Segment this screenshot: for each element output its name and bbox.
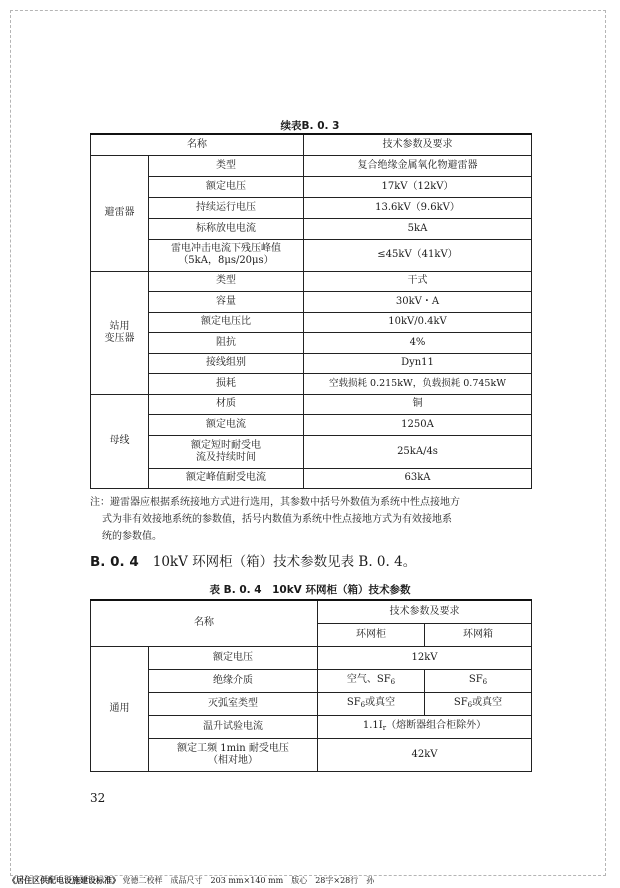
table-row — [91, 715, 532, 738]
item-cell: 持续运行电压 — [149, 197, 304, 218]
footer-title: 《居住区供配电设施建设标准》 — [8, 876, 120, 885]
note-line: 注：避雷器应根据系统接地方式进行选用，其参数中括号外数值为系统中性点接地方 — [90, 497, 460, 508]
item-cell — [149, 239, 304, 271]
table-row — [91, 292, 532, 313]
table-header-row — [91, 600, 532, 623]
header-spec: 技术参数及要求 — [318, 600, 532, 623]
table-row — [91, 239, 532, 271]
item-cell: 标称放电电流 — [149, 218, 304, 239]
value-cell — [425, 669, 532, 692]
item-cell: 灭弧室类型 — [149, 692, 318, 715]
item-cell: 温升试验电流 — [149, 715, 318, 738]
value-cell: 17kV（12kV） — [304, 176, 532, 197]
table-header-row — [91, 134, 532, 155]
value-cell: ≤45kV（41kV） — [304, 239, 532, 271]
table-row — [91, 468, 532, 489]
table-row — [91, 435, 532, 468]
table-row — [91, 394, 532, 415]
subscript: r — [382, 723, 387, 732]
table-row — [91, 176, 532, 197]
item-line: 雷电冲击电流下残压峰值 — [171, 243, 281, 254]
item-cell: 额定电压比 — [149, 312, 304, 333]
item-line: 额定工频 1min 耐受电压 — [177, 742, 289, 754]
item-cell: 额定峰值耐受电流 — [149, 468, 304, 489]
group-label: 母线 — [91, 394, 149, 489]
item-cell: 类型 — [149, 271, 304, 292]
table-note — [90, 494, 535, 545]
value-cell: 42kV — [318, 738, 532, 771]
group-label: 通用 — [91, 646, 149, 771]
subscript: 6 — [467, 700, 473, 709]
subscript: 6 — [482, 677, 488, 686]
item-cell: 阻抗 — [149, 333, 304, 354]
table-caption: 表 B. 0. 4 10kV 环网柜（箱）技术参数 — [209, 584, 411, 596]
value-text: 或真空 — [365, 696, 396, 708]
subscript: 6 — [390, 677, 396, 686]
header-spec: 技术参数及要求 — [304, 134, 532, 155]
value-cell: 空载损耗 0.215kW，负载损耗 0.745kW — [304, 374, 532, 395]
section-number: B. 0. 4 — [90, 554, 139, 570]
value-text: 1.1I — [362, 719, 383, 731]
item-cell: 额定电压 — [149, 176, 304, 197]
table-row — [91, 312, 532, 333]
item-cell: 类型 — [149, 155, 304, 176]
item-line: 流及持续时间 — [196, 451, 256, 463]
section-heading — [90, 550, 416, 570]
item-cell: 绝缘介质 — [149, 669, 318, 692]
table-row — [91, 374, 532, 395]
note-line: 式为非有效接地系统的参数值，括号内数值为系统中性点接地方式为有效接地系 — [102, 514, 452, 525]
table-row — [91, 353, 532, 374]
value-cell: 12kV — [318, 646, 532, 669]
value-cell: 铜 — [304, 394, 532, 415]
value-cell — [318, 692, 425, 715]
value-cell: 25kA/4s — [304, 435, 532, 468]
value-cell: 13.6kV（9.6kV） — [304, 197, 532, 218]
table-row — [91, 333, 532, 354]
item-cell — [149, 435, 304, 468]
group-label — [91, 271, 149, 394]
value-text: 空气、SF — [346, 673, 391, 685]
item-cell: 接线组别 — [149, 353, 304, 374]
footer-info: 党德二校样 成品尺寸 203 mm×140 mm 版心 28字×28行 孙 — [120, 876, 375, 885]
value-cell: 4% — [304, 333, 532, 354]
value-cell — [318, 669, 425, 692]
value-cell: 63kA — [304, 468, 532, 489]
table-row — [91, 669, 532, 692]
table-row — [91, 155, 532, 176]
value-cell: 1250A — [304, 415, 532, 436]
spec-table-b04 — [90, 599, 532, 772]
value-cell: 干式 — [304, 271, 532, 292]
group-label-line: 站用 — [109, 320, 130, 332]
header-name: 名称 — [91, 600, 318, 646]
value-cell: 5kA — [304, 218, 532, 239]
section-text: 10kV 环网柜（箱）技术参数见表 B. 0. 4。 — [152, 554, 417, 570]
table-row — [91, 692, 532, 715]
value-text: SF — [453, 696, 468, 708]
table-row — [91, 271, 532, 292]
group-label: 避雷器 — [91, 155, 149, 271]
value-cell — [318, 715, 532, 738]
item-cell: 额定电流 — [149, 415, 304, 436]
value-text: SF — [346, 696, 361, 708]
proof-footer — [8, 875, 374, 886]
value-cell: Dyn11 — [304, 353, 532, 374]
page-number: 32 — [90, 791, 106, 805]
value-text: 或真空 — [472, 696, 503, 708]
item-cell: 材质 — [149, 394, 304, 415]
group-label-line: 变压器 — [104, 332, 135, 344]
value-cell: 10kV/0.4kV — [304, 312, 532, 333]
header-ring-cabinet: 环网柜 — [318, 623, 425, 646]
table-row — [91, 415, 532, 436]
table-row — [91, 197, 532, 218]
table-row — [91, 218, 532, 239]
table-row — [91, 738, 532, 771]
value-cell: 复合绝缘金属氧化物避雷器 — [304, 155, 532, 176]
value-cell: 30kV・A — [304, 292, 532, 313]
table-caption: 续表B. 0. 3 — [280, 120, 340, 132]
subscript: 6 — [360, 700, 366, 709]
header-ring-box: 环网箱 — [425, 623, 532, 646]
item-line: 额定短时耐受电 — [191, 439, 261, 451]
item-line: （5kA，8μs/20μs） — [178, 255, 274, 266]
item-cell: 容量 — [149, 292, 304, 313]
spec-table-b03 — [90, 133, 532, 489]
value-text: （熔断器组合柜除外） — [386, 719, 487, 731]
item-cell: 额定电压 — [149, 646, 318, 669]
item-cell — [149, 738, 318, 771]
item-line: （相对地） — [208, 754, 258, 766]
value-cell — [425, 692, 532, 715]
table-row — [91, 646, 532, 669]
item-cell: 损耗 — [149, 374, 304, 395]
note-line: 统的参数值。 — [102, 531, 162, 542]
value-text: SF — [468, 673, 483, 685]
header-name: 名称 — [91, 134, 304, 155]
